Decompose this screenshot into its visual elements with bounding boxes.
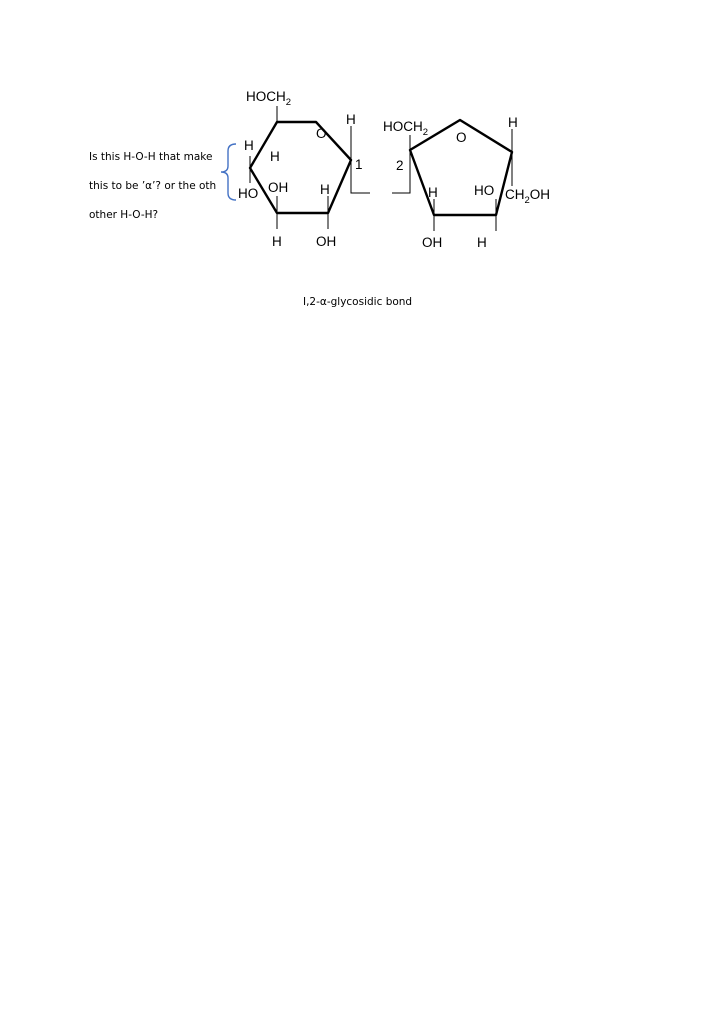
annotation-line-1: Is this H-O-H that make xyxy=(89,151,213,163)
glucose-c2-h-label: H xyxy=(320,182,330,197)
glucose-ring-oxygen-label: O xyxy=(316,126,327,141)
fructose-ring-oxygen-label: O xyxy=(456,130,467,145)
glucose-c4-ho-label: HO xyxy=(238,186,259,201)
fructose-c5-h-label: H xyxy=(508,115,518,130)
glucose-c5-h-label: H xyxy=(270,149,280,164)
glucose-carbon-number-label: 1 xyxy=(355,157,363,172)
fructose-hoch2-label: $HOCH_2$ xyxy=(383,119,429,138)
fructose-c4-h-label: H xyxy=(477,235,487,250)
fructose-c3-oh-label: OH xyxy=(422,235,443,250)
fructose-c4-ho-label: HO xyxy=(474,183,495,198)
glucose-c2-oh-label: OH xyxy=(316,234,337,249)
annotation-line-2: this to be ’α’? or the oth xyxy=(89,180,217,192)
fructose-carbon-number-label: 2 xyxy=(396,158,404,173)
annotation-line-3: other H-O-H? xyxy=(89,209,159,221)
glucose-c1-h-label: H xyxy=(346,112,356,127)
fructose-c3-h-label: H xyxy=(428,185,438,200)
glucose-c3-oh-label: OH xyxy=(268,180,289,195)
fructose-ch2oh-label: $CH_2OH$ xyxy=(505,187,551,206)
glucose-c4-h-label: H xyxy=(244,138,254,153)
diagram-caption: I,2-α-glycosidic bond xyxy=(303,296,413,308)
glucose-hoch2-label: $HOCH_2$ xyxy=(246,89,292,108)
glucose-ring xyxy=(250,122,351,213)
annotation-brace xyxy=(221,144,236,200)
glucose-c3-h-label: H xyxy=(272,234,282,249)
